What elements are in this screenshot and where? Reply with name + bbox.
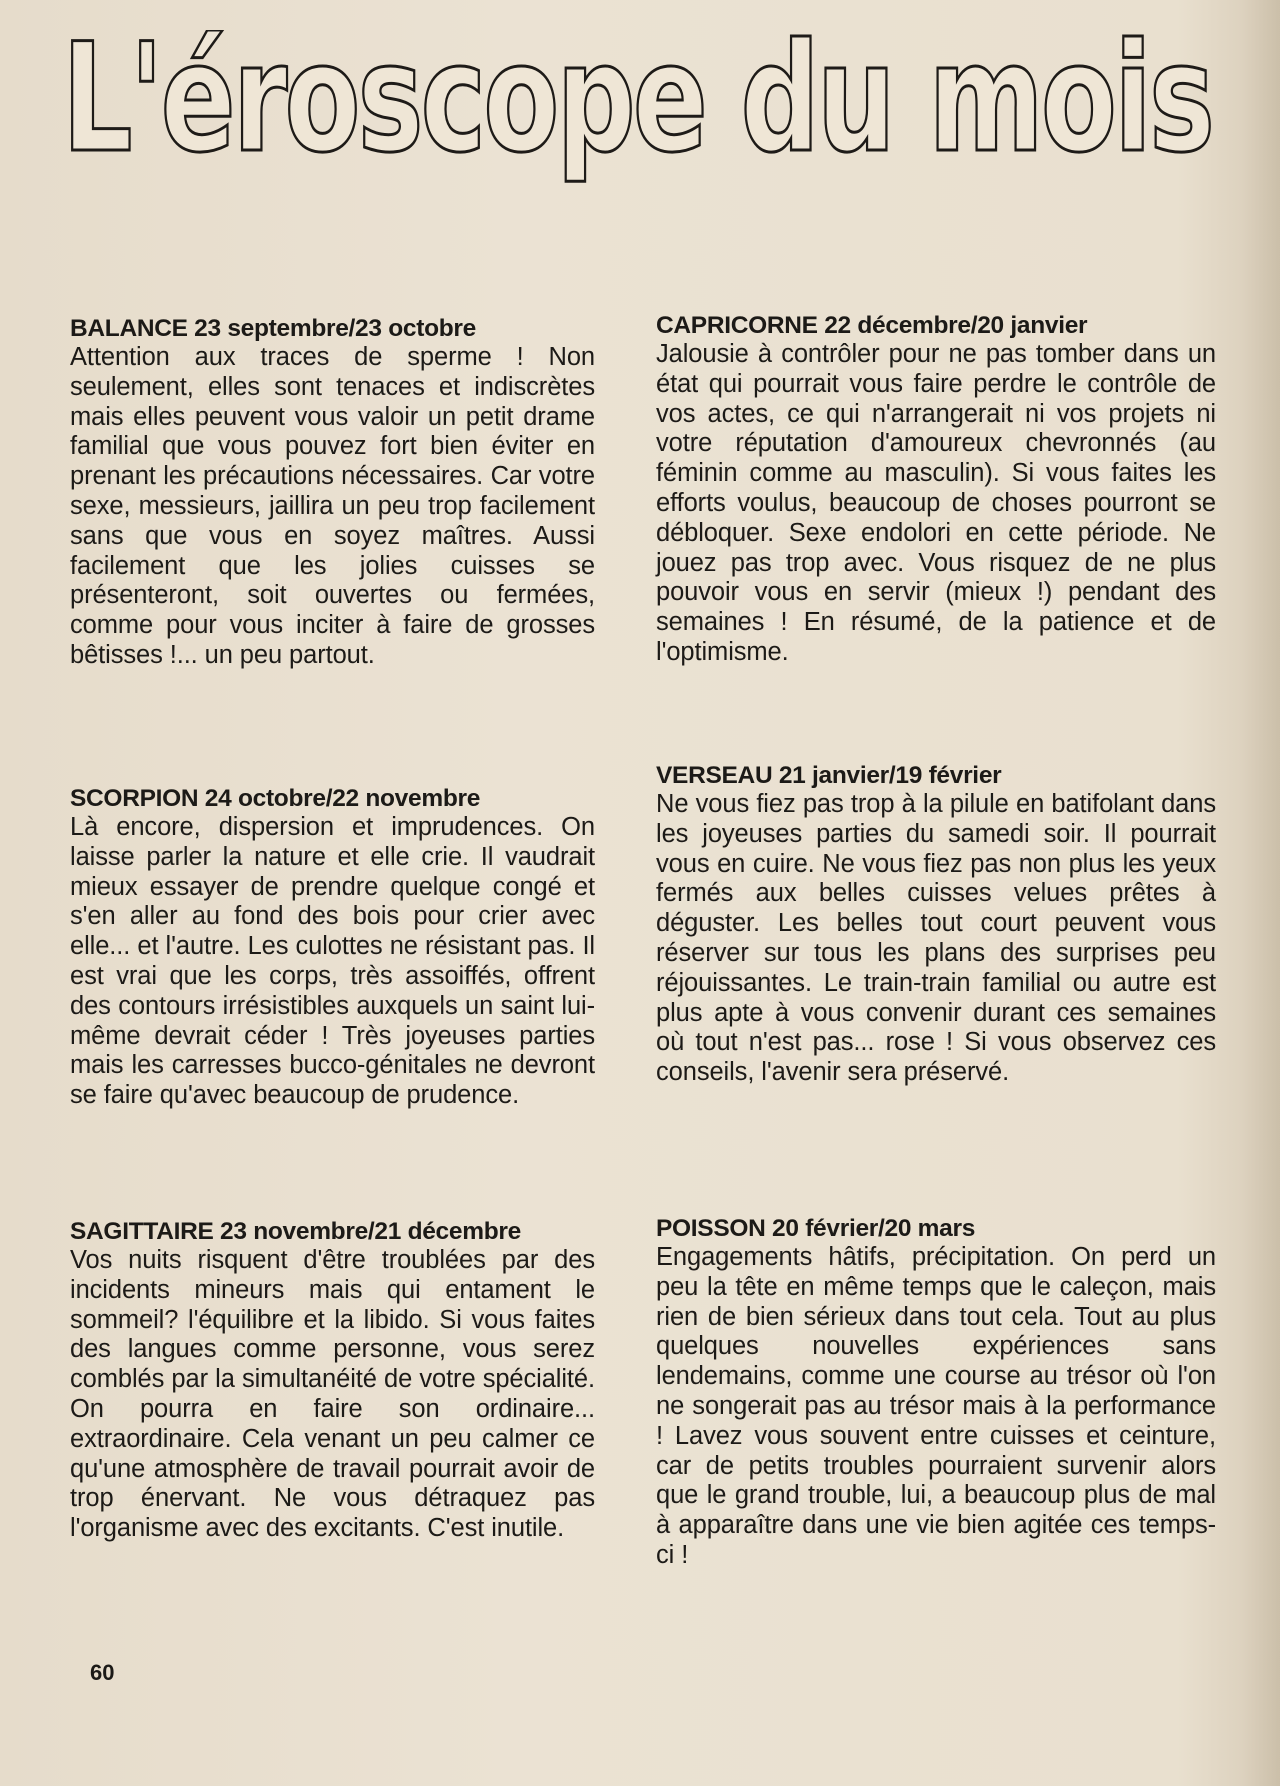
- sign-text: Ne vous fiez pas trop à la pilule en batifolant dans les joyeuses parties du samedi soir. Il pourrait vous en cuire. Ne vous fiez pas non plus les yeux fermés aux belles cuisses velues prêtes à déguster. Les belles tout court peuvent vous réserver sur tous les plans des surprises peu réjouissantes. Le train-train familial ou autre est plus apte à vous convenir durant ces semaines où tout n'est pas... rose ! Si vous observez ces conseils, l'avenir sera préservé.: [656, 790, 1216, 1087]
- title-text: L'éroscope du mois: [62, 30, 1212, 186]
- horoscope-entry-verseau: [656, 762, 1216, 1088]
- sign-text: Là encore, dispersion et imprudences. On laisse parler la nature et elle crie. Il vaudrait mieux essayer de prendre quelque congé et s'en aller au fond des bois pour crier avec elle... et l'autre. Les culottes ne résistant pas. Il est vrai que les corps, très assoiffés, offrent des contours irrésistibles auxquels un saint lui-même devrait céder ! Très joyeuses parties mais les carresses bucco-génitales ne devront se faire qu'avec beaucoup de prudence.: [70, 813, 595, 1110]
- sign-heading: POISSON 20 février/20 mars: [656, 1215, 976, 1242]
- sign-heading: CAPRICORNE 22 décembre/20 janvier: [656, 312, 1088, 339]
- horoscope-entry-balance: [70, 315, 595, 671]
- sign-heading: BALANCE 23 septembre/23 octobre: [70, 315, 476, 342]
- title-outline-lettering: [62, 30, 1222, 190]
- horoscope-entry-scorpion: [70, 785, 595, 1111]
- page-number: 60: [90, 1660, 115, 1685]
- sign-text: Vos nuits risquent d'être troublées par des incidents mineurs mais qui entament le sommeil? l'équilibre et la libido. Si vous faites des langues comme personne, vous serez comblés par la simultanéité de votre spécialité. On pourra en faire son ordinaire... extraordinaire. Cela venant un peu calmer ce qu'une atmosphère de travail pourrait avoir de trop énervant. Ne vous détraquez pas l'organisme avec des excitants. C'est inutile.: [70, 1246, 595, 1543]
- sign-text: Engagements hâtifs, précipitation. On perd un peu la tête en même temps que le caleçon, mais rien de bien sérieux dans tout cela. Tout au plus quelques nouvelles expériences sans lendemains, comme une course au trésor où l'on ne songerait pas au trésor mais à la performance ! Lavez vous souvent entre cuisses et ceinture, car de petits troubles pourraient survenir alors que le grand trouble, lui, a beaucoup plus de mal à apparaître dans une vie bien agitée ces temps-ci !: [656, 1243, 1216, 1569]
- sign-text: Attention aux traces de sperme ! Non seulement, elles sont tenaces et indiscrètes mais elles peuvent vous valoir un petit drame familial que vous pouvez fort bien éviter en prenant les précautions nécessaires. Car votre sexe, messieurs, jaillira un peu trop facilement sans que vous en soyez maîtres. Aussi facilement que les jolies cuisses se présenteront, soit ouvertes ou fermées, comme pour vous inciter à faire de grosses bêtisses !... un peu partout.: [70, 343, 595, 669]
- page-title: [62, 30, 1222, 190]
- horoscope-entry-sagittaire: [70, 1218, 595, 1544]
- horoscope-entry-poisson: [656, 1215, 1216, 1571]
- sign-heading: SAGITTAIRE 23 novembre/21 décembre: [70, 1218, 521, 1245]
- sign-text: Jalousie à contrôler pour ne pas tomber dans un état qui pourrait vous faire perdre le contrôle de vos actes, ce qui n'arrangerait ni vos projets ni votre réputation d'amoureux chevronnés (au féminin comme au masculin). Si vous faites les efforts voulus, beaucoup de choses pourront se débloquer. Sexe endolori en cette période. Ne jouez pas trop avec. Vous risquez de ne plus pouvoir vous en servir (mieux !) pendant des semaines ! En résumé, de la patience et de l'optimisme.: [656, 340, 1216, 666]
- horoscope-entry-capricorne: [656, 312, 1216, 668]
- sign-heading: SCORPION 24 octobre/22 novembre: [70, 785, 481, 812]
- sign-heading: VERSEAU 21 janvier/19 février: [656, 762, 1002, 789]
